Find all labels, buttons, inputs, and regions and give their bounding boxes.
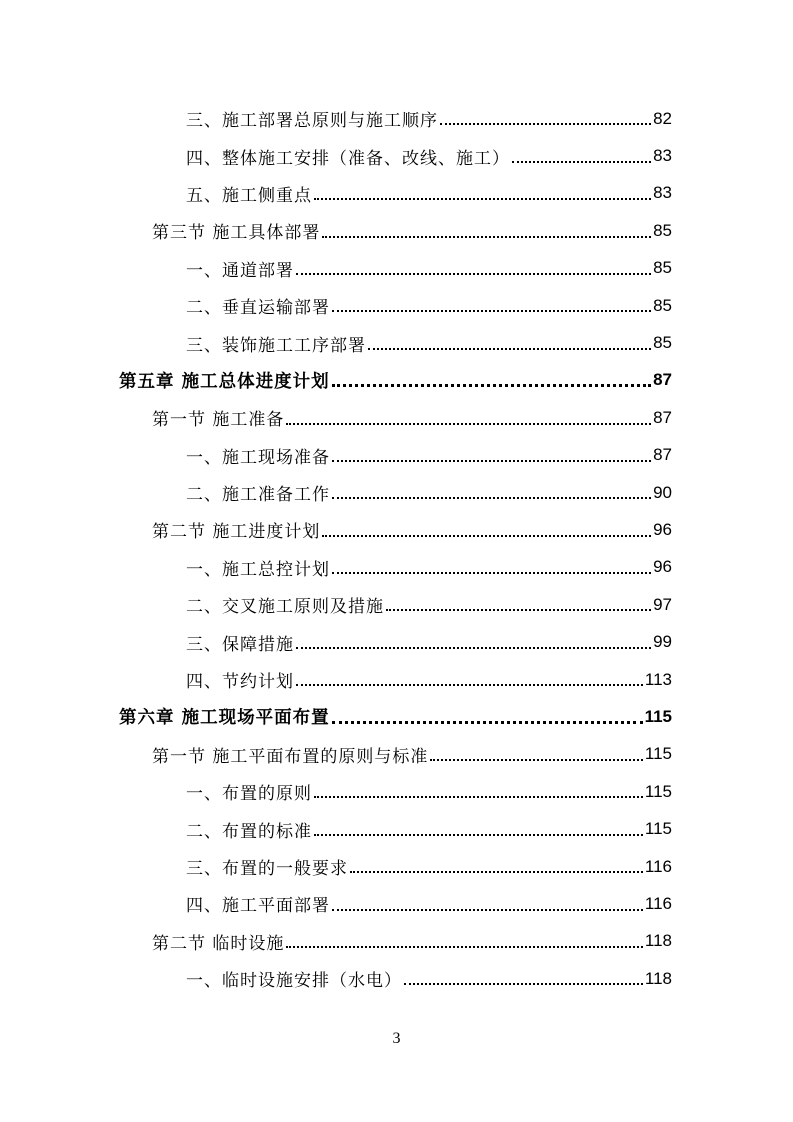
toc-entry-item[interactable]: [0, 100, 793, 137]
toc-entry-page-number: 115: [644, 781, 672, 801]
toc-entry-page-number: 116: [644, 856, 672, 876]
toc-entry-item[interactable]: [0, 623, 793, 660]
toc-entry-page-number: 83: [653, 183, 672, 203]
toc-entry-section[interactable]: [0, 399, 793, 436]
toc-dot-leader: [332, 496, 651, 499]
toc-entry-page-number: 116: [644, 893, 672, 913]
toc-entry-title: 三、装饰施工工序部署: [186, 335, 366, 356]
toc-entry-title: 第一节 施工准备: [152, 410, 285, 431]
toc-entry-item[interactable]: [0, 960, 793, 997]
toc-entry-title: 一、施工现场准备: [186, 447, 330, 468]
toc-entry-title: 一、临时设施安排（水电）: [186, 971, 402, 992]
toc-dot-leader: [314, 833, 643, 836]
toc-entry-item[interactable]: [0, 661, 793, 698]
toc-dot-leader: [332, 309, 651, 312]
toc-entry-title: 第一节 施工平面布置的原则与标准: [152, 746, 429, 767]
toc-entry-chapter[interactable]: [0, 698, 793, 735]
page-number: 3: [392, 1030, 401, 1047]
toc-dot-leader: [296, 683, 643, 686]
toc-entry-page-number: 85: [653, 295, 672, 315]
toc-entry-page-number: 113: [644, 669, 672, 689]
toc-entry-title: 三、布置的一般要求: [186, 859, 348, 879]
toc-dot-leader: [368, 347, 651, 350]
toc-dot-leader: [332, 908, 643, 911]
toc-entry-item[interactable]: [0, 137, 793, 174]
toc-entry-title: 第二节 临时设施: [152, 933, 285, 954]
toc-entry-section[interactable]: [0, 736, 793, 773]
toc-dot-leader: [332, 720, 643, 724]
toc-entry-title: 第六章 施工现场平面布置: [119, 708, 330, 729]
toc-dot-leader: [512, 160, 651, 163]
toc-entry-page-number: 99: [653, 632, 672, 652]
toc-entry-title: 第二节 施工进度计划: [152, 522, 321, 543]
toc-dot-leader: [286, 422, 651, 425]
toc-entry-page-number: 118: [644, 968, 672, 988]
toc-dot-leader: [440, 122, 651, 125]
toc-entry-item[interactable]: [0, 474, 793, 511]
toc-entry-page-number: 82: [653, 108, 672, 128]
toc-entry-item[interactable]: [0, 848, 793, 885]
toc-entry-title: 一、施工总控计划: [186, 559, 330, 580]
toc-dot-leader: [332, 383, 651, 387]
toc-entry-section[interactable]: [0, 511, 793, 548]
toc-entry-page-number: 115: [644, 706, 672, 726]
toc-dot-leader: [386, 608, 651, 611]
toc-entry-item[interactable]: [0, 175, 793, 212]
toc-entry-page-number: 115: [644, 819, 672, 839]
toc-entry-page-number: 96: [653, 519, 672, 539]
toc-dot-leader: [314, 197, 651, 200]
toc-entry-page-number: 87: [653, 445, 672, 465]
toc-entry-title: 第三节 施工具体部署: [152, 223, 321, 244]
toc-dot-leader: [350, 870, 643, 873]
table-of-contents: [0, 100, 793, 997]
toc-entry-page-number: 85: [653, 258, 672, 278]
toc-entry-page-number: 118: [644, 931, 672, 951]
toc-entry-title: 四、节约计划: [186, 672, 294, 693]
toc-entry-item[interactable]: [0, 324, 793, 361]
toc-dot-leader: [314, 795, 643, 798]
toc-entry-page-number: 115: [644, 744, 672, 764]
toc-entry-page-number: 90: [653, 482, 672, 502]
toc-entry-section[interactable]: [0, 923, 793, 960]
toc-entry-item[interactable]: [0, 250, 793, 287]
toc-dot-leader: [430, 758, 642, 761]
toc-entry-page-number: 85: [653, 333, 672, 353]
toc-entry-page-number: 87: [653, 370, 672, 390]
toc-entry-item[interactable]: [0, 885, 793, 922]
toc-entry-item[interactable]: [0, 437, 793, 474]
toc-dot-leader: [332, 571, 651, 574]
toc-dot-leader: [322, 534, 651, 537]
toc-entry-title: 二、垂直运输部署: [186, 298, 330, 319]
toc-entry-item[interactable]: [0, 810, 793, 847]
toc-entry-title: 二、交叉施工原则及措施: [186, 597, 384, 618]
toc-entry-title: 三、施工部署总原则与施工顺序: [186, 111, 438, 132]
toc-entry-item[interactable]: [0, 773, 793, 810]
toc-dot-leader: [322, 235, 651, 238]
toc-dot-leader: [296, 646, 651, 649]
toc-entry-item[interactable]: [0, 549, 793, 586]
toc-entry-page-number: 85: [653, 220, 672, 240]
toc-entry-page-number: 83: [653, 146, 672, 166]
toc-entry-page-number: 96: [653, 557, 672, 577]
toc-dot-leader: [286, 945, 642, 948]
toc-entry-title: 二、施工准备工作: [186, 485, 330, 506]
toc-entry-title: 五、施工侧重点: [186, 185, 312, 206]
toc-entry-title: 三、保障措施: [186, 634, 294, 655]
toc-entry-section[interactable]: [0, 212, 793, 249]
toc-entry-title: 一、布置的原则: [186, 784, 312, 805]
toc-entry-title: 第五章 施工总体进度计划: [119, 371, 330, 392]
toc-entry-item[interactable]: [0, 586, 793, 623]
toc-dot-leader: [404, 982, 643, 985]
toc-entry-page-number: 97: [653, 594, 672, 614]
toc-entry-title: 四、施工平面部署: [186, 896, 330, 917]
toc-entry-page-number: 87: [653, 407, 672, 427]
toc-entry-item[interactable]: [0, 287, 793, 324]
toc-entry-title: 一、通道部署: [186, 260, 294, 281]
toc-entry-title: 四、整体施工安排（准备、改线、施工）: [186, 148, 510, 169]
toc-entry-chapter[interactable]: [0, 362, 793, 399]
toc-dot-leader: [332, 459, 651, 462]
toc-dot-leader: [296, 272, 651, 275]
toc-entry-title: 二、布置的标准: [186, 821, 312, 842]
